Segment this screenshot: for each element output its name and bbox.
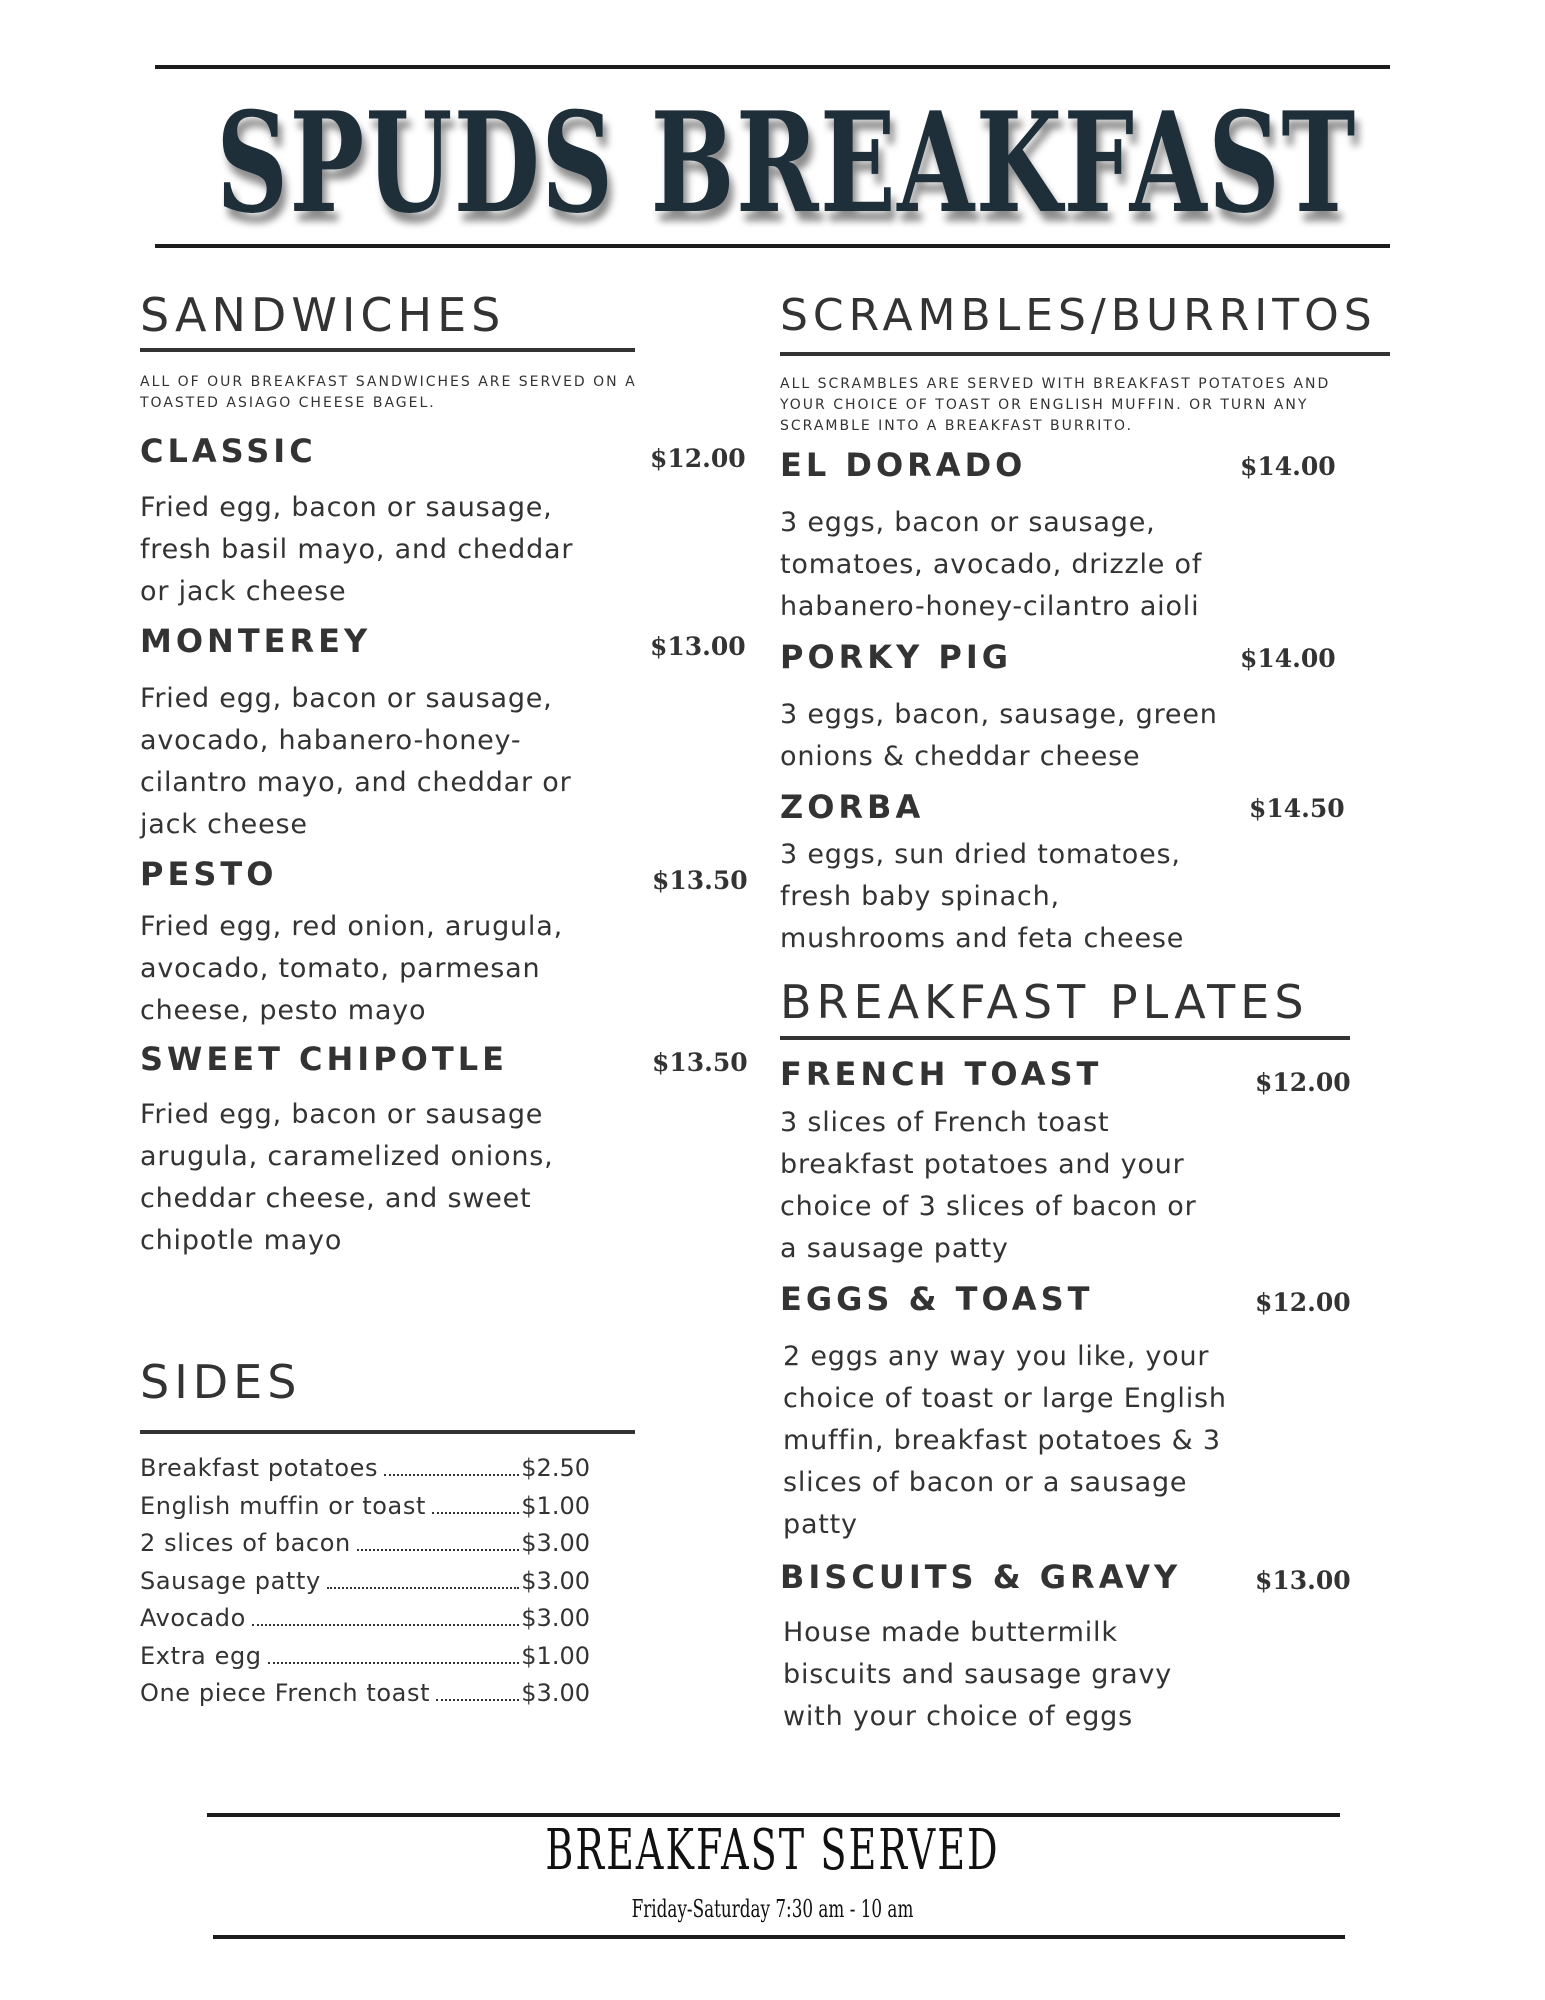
item-sweet-chipotle-name: SWEET CHIPOTLE [140,1040,508,1078]
plates-rule [780,1036,1350,1040]
footer-bottom-rule [213,1935,1345,1939]
side-price: $1.00 [521,1491,590,1520]
item-classic-name: CLASSIC [140,432,317,470]
item-french-toast-name: FRENCH TOAST [780,1055,1103,1093]
footer-top-rule [207,1813,1340,1817]
scrambles-rule [780,352,1390,356]
item-monterey-desc: Fried egg, bacon or sausage, avocado, habanero-honey-cilantro mayo, and cheddar or jack cheese [140,683,572,840]
item-porky-pig-name: PORKY PIG [780,638,1013,676]
item-biscuits-gravy-name: BISCUITS & GRAVY [780,1558,1182,1596]
side-price: $3.00 [521,1529,590,1557]
sandwiches-rule [140,348,635,352]
side-row [140,1567,590,1605]
side-row [140,1454,590,1492]
side-price: $2.50 [521,1454,590,1482]
item-pesto-name: PESTO [140,855,278,893]
side-label: English muffin or toast [140,1491,426,1520]
sides-heading: SIDES [140,1355,302,1409]
item-el-dorado-price: $14.00 [1240,452,1336,481]
side-leader-dots [268,1662,520,1664]
side-price: $3.00 [521,1679,590,1707]
item-porky-pig-price: $14.00 [1240,644,1336,673]
item-monterey-price: $13.00 [650,632,746,661]
item-biscuits-gravy-desc: House made buttermilk biscuits and sausage gravy with your choice of eggs [783,1617,1172,1732]
footer-title: BREAKFAST SERVED [545,1818,1000,1883]
scrambles-note: ALL SCRAMBLES ARE SERVED WITH BREAKFAST POTATOES AND YOUR CHOICE OF TOAST OR ENGLISH MUFFIN. OR TURN ANY SCRAMBLE INTO A BREAKFAST BURRITO. [780,376,1331,434]
item-french-toast-price: $12.00 [1255,1068,1351,1097]
item-french-toast-desc: 3 slices of French toast breakfast potatoes and your choice of 3 slices of bacon or a sausage patty [780,1107,1197,1264]
side-label: One piece French toast [140,1679,431,1707]
side-label: 2 slices of bacon [140,1529,351,1557]
side-row [140,1679,590,1717]
item-monterey-name: MONTEREY [140,622,372,660]
item-classic-price: $12.00 [650,444,746,473]
item-sweet-chipotle-price: $13.50 [652,1048,748,1077]
item-zorba-desc: 3 eggs, sun dried tomatoes, fresh baby spinach, mushrooms and feta cheese [780,839,1185,954]
item-pesto-price: $13.50 [652,866,748,895]
side-leader-dots [252,1624,519,1626]
item-biscuits-gravy-price: $13.00 [1255,1566,1351,1595]
item-el-dorado-name: EL DORADO [780,446,1027,484]
header-top-rule [155,65,1390,69]
side-label: Breakfast potatoes [140,1454,379,1482]
side-leader-dots [432,1512,519,1514]
item-classic-desc: Fried egg, bacon or sausage, fresh basil mayo, and cheddar or jack cheese [140,492,574,607]
side-leader-dots [384,1474,519,1476]
item-pesto-desc: Fried egg, red onion, arugula, avocado, tomato, parmesan cheese, pesto mayo [140,911,563,1026]
side-row [140,1529,590,1567]
scrambles-heading: SCRAMBLES/BURRITOS [780,290,1377,341]
side-leader-dots [436,1699,519,1701]
side-leader-dots [327,1587,520,1589]
item-eggs-toast-price: $12.00 [1255,1288,1351,1317]
side-label: Sausage patty [140,1566,321,1595]
item-porky-pig-desc: 3 eggs, bacon, sausage, green onions & cheddar cheese [780,699,1218,772]
plates-heading: BREAKFAST PLATES [780,975,1309,1029]
menu-title: SPUDS BREAKFAST [216,81,1357,244]
side-row [140,1604,590,1642]
side-leader-dots [357,1549,519,1551]
side-row [140,1642,590,1680]
side-price: $1.00 [521,1641,590,1670]
item-eggs-toast-name: EGGS & TOAST [780,1280,1094,1318]
item-sweet-chipotle-desc: Fried egg, bacon or sausage arugula, caramelized onions, cheddar cheese, and sweet chipotle mayo [140,1099,554,1256]
footer-hours: Friday-Saturday 7:30 am - 10 am [631,1895,914,1923]
header-bottom-rule [155,244,1390,248]
sandwiches-note: ALL OF OUR BREAKFAST SANDWICHES ARE SERVED ON A TOASTED ASIAGO CHEESE BAGEL. [140,374,637,411]
side-label: Avocado [140,1604,246,1632]
item-eggs-toast-desc: 2 eggs any way you like, your choice of toast or large English muffin, breakfast potatoes & 3 slices of bacon or a sausage patty [783,1341,1227,1540]
item-zorba-price: $14.50 [1249,794,1345,823]
item-zorba-name: ZORBA [780,788,925,826]
sandwiches-heading: SANDWICHES [140,288,506,342]
side-label: Extra egg [140,1641,262,1670]
sides-rule [140,1430,635,1434]
side-row [140,1492,590,1530]
side-price: $3.00 [521,1604,590,1632]
sides-list [140,1454,590,1717]
item-el-dorado-desc: 3 eggs, bacon or sausage, tomatoes, avocado, drizzle of habanero-honey-cilantro aioli [780,507,1203,622]
side-price: $3.00 [521,1566,590,1595]
